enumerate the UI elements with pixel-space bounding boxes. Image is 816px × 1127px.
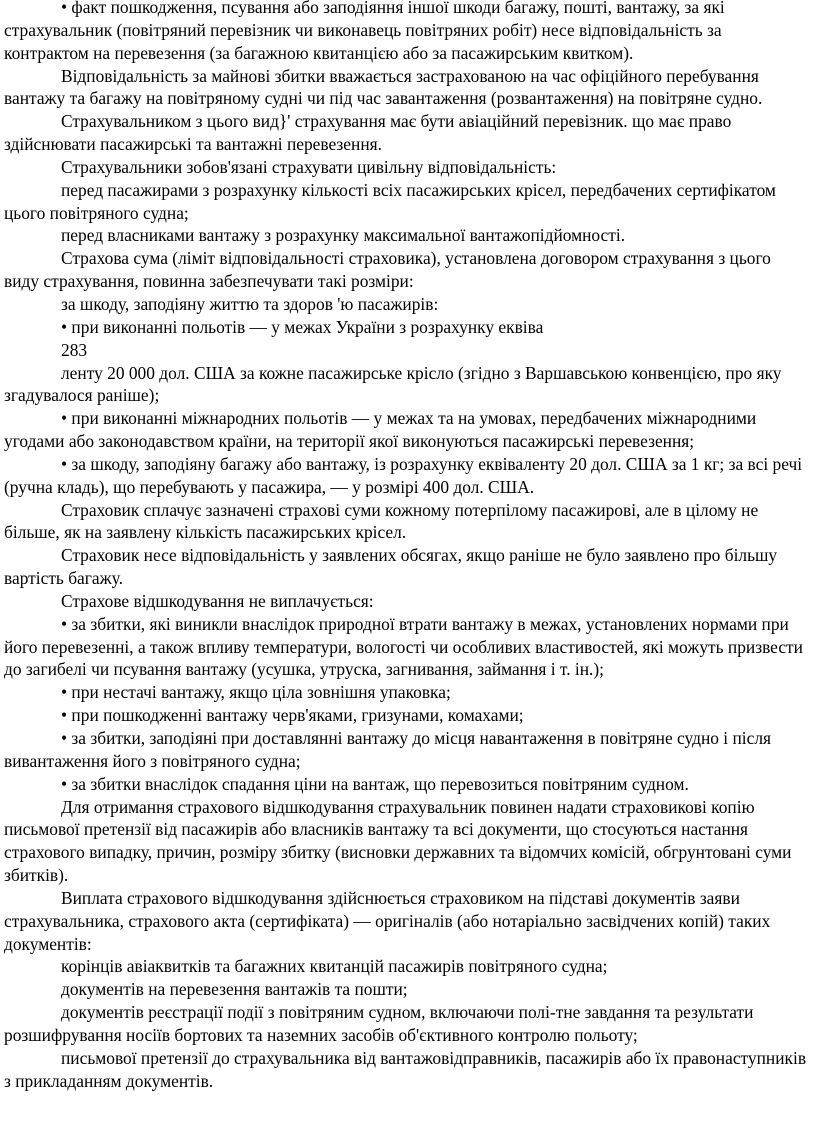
paragraph-declared-volumes: Страховик несе відповідальність у заявлених обсягах, якщо раніше не було заявлено про більшу вартість багажу. [4, 545, 778, 589]
paragraph-obligation: Страхувальники зобов'язані страхувати цивільну відповідальність: [61, 156, 557, 177]
paragraph-damage-fact: • факт пошкодження, псування або заподіяння іншої шкоди багажу, пошті, вантажу, за які страхувальник (повітряний перевізник чи виконавець повітряних робіт) несе відповідальність за контрактом на перевезення (за багажною квитанцією або за пасажирським квитком). [4, 0, 725, 63]
paragraph-property-liability: Відповідальність за майнові збитки вважається застрахованою на час офіційного перебування вантажу та багажу на повітряному судні чи під час завантаження (розвантаження) на повітряне судно. [4, 65, 763, 109]
paragraph-insurer-pays: Страховик сплачує зазначені страхові суми кожному потерпілому пасажирові, але в цілому не більше, як на заявлену кількість пасажирських крісел. [4, 499, 759, 543]
paragraph-natural-loss: • за збитки, які виникли внаслідок природної втрати вантажу в межах, установлених нормами при його перевезенні, а також впливу температури, вологості чи особливих властивостей, які можуть призвести до загибелі чи псування вантажу (усушка, утруска, загнивання, займання і т. ін.); [4, 613, 803, 680]
page-number: 283 [61, 339, 88, 360]
paragraph-warsaw-convention: ленту 20 000 дол. США за кожне пасажирське крісло (згідно з Варшавською конвенцією, про яку згадувалося раніше); [4, 362, 782, 406]
paragraph-delivery-damage: • за збитки, заподіяні при доставлянні вантажу до місця навантаження в повітряне судно і після вивантаження його з повітряного судна; [4, 728, 772, 771]
paragraph-insured-party: Страхувальником з цього вид}' страхування має бути авіаційний перевізник. що має право здійснювати пасажирські та вантажні перевезення. [4, 111, 732, 155]
paragraph-shortage: • при нестачі вантажу, якщо ціла зовнішня упаковка; [61, 682, 451, 703]
paragraph-not-paid: Страхове відшкодування не виплачується: [61, 590, 374, 611]
paragraph-event-registration: документів реєстрації події з повітряним судном, включаючи полі-тне завдання та результати розшифрування носіїв бортових та наземних засобів об'єктивного контролю польоту; [4, 1002, 754, 1045]
paragraph-international-flights: • при виконанні міжнародних польотів — у межах та на умовах, передбачених міжнародними угодами або законодавством країни, на території якої виконуються пасажирські перевезення; [4, 408, 757, 452]
paragraph-sum-insured: Страхова сума (ліміт відповідальності страховика), установлена договором страхування з цього виду страхування, повинна забезпечувати такі розміри: [4, 248, 771, 292]
paragraph-life-health: за шкоду, заподіяну життю та здоров 'ю пасажирів: [61, 293, 439, 314]
paragraph-baggage-damage: • за шкоду, заподіяну багажу або вантажу, із розрахунку еквіваленту 20 дол. США за 1 кг; за всі речі (ручна кладь), що перебувають у пасажира, — у розмірі 400 дол. США. [4, 453, 803, 497]
paragraph-cargo-owners: перед власниками вантажу з розрахунку максимальної вантажопідйомності. [61, 225, 626, 246]
paragraph-ticket-stubs: корінців авіаквитків та багажних квитанцій пасажирів повітряного судна; [61, 956, 608, 977]
paragraph-passengers: перед пасажирами з розрахунку кількості всіх пасажирських крісел, передбачених сертифікатом цього повітряного судна; [4, 179, 776, 223]
paragraph-written-claim: письмової претензії до страхувальника від вантажовідправників, пасажирів або їх правонаступників з прикладанням документів. [4, 1047, 807, 1091]
paragraph-price-drop: • за збитки внаслідок спадання ціни на вантаж, що перевозиться повітряним судном. [61, 773, 689, 794]
paragraph-claim-documents: Для отримання страхового відшкодування страхувальник повинен надати страховикові копію письмової претензії від пасажирів або власників вантажу та всі документи, що стосуються настання страхового випадку, причин, розміру збитку (висновки державних та відомчих комісій, обгрунтовані суми збитків). [4, 796, 792, 886]
paragraph-domestic-flights: • при виконанні польотів — у межах України з розрахунку еквіва [61, 316, 544, 337]
paragraph-transport-docs: документів на перевезення вантажів та пошти; [61, 979, 408, 1000]
paragraph-pests: • при пошкодженні вантажу черв'яками, гризунами, комахами; [61, 705, 524, 726]
paragraph-payment-basis: Виплата страхового відшкодування здійснюється страховиком на підставі документів заяви страхувальника, страхового акта (сертифіката) — оригіналів (або нотаріально засвідчених копій) таких документів: [4, 887, 771, 954]
